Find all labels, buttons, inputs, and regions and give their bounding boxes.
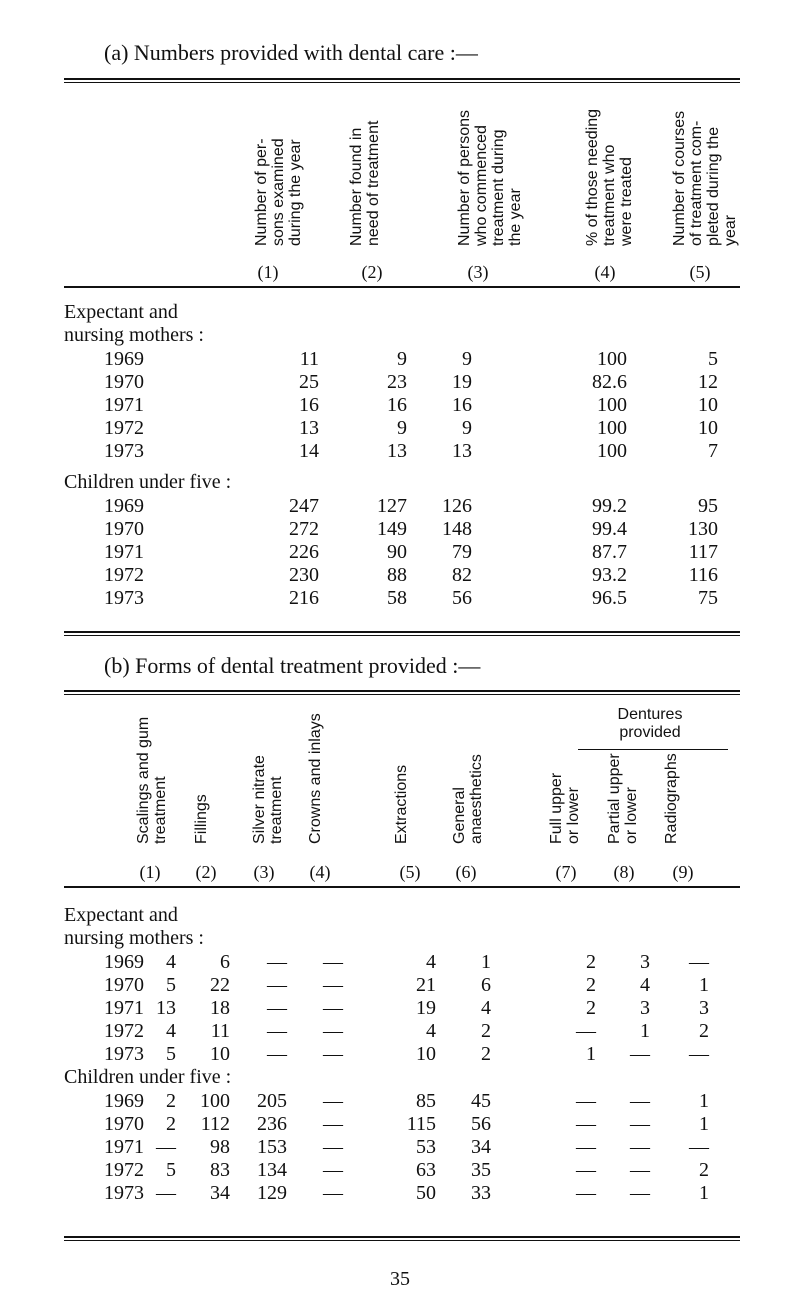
page-number: 35 — [390, 1268, 410, 1290]
dentures-provided-label — [600, 706, 700, 742]
group-label: nursing mothers : — [64, 324, 204, 346]
table-cell: 272 — [289, 518, 319, 540]
column-header-line: Number of persons — [456, 109, 473, 246]
column-header — [348, 121, 382, 246]
table-cell: — — [267, 1020, 287, 1042]
column-header — [663, 753, 680, 844]
table-cell: 112 — [200, 1113, 230, 1135]
row-year: 1970 — [104, 1113, 144, 1135]
table-cell: 13 — [299, 417, 319, 439]
table-cell: 236 — [257, 1113, 287, 1135]
table-cell: — — [630, 1113, 650, 1135]
row-year: 1972 — [104, 564, 144, 586]
row-year: 1969 — [104, 348, 144, 370]
column-header-line: treatment during — [490, 129, 507, 246]
table-row — [0, 440, 800, 466]
table-cell: 3 — [640, 951, 650, 973]
row-year: 1972 — [104, 1020, 144, 1042]
group-label: nursing mothers : — [64, 927, 204, 949]
table-cell: 34 — [210, 1182, 230, 1204]
table-cell: 4 — [426, 951, 436, 973]
table-cell: 79 — [452, 541, 472, 563]
table-cell: 16 — [299, 394, 319, 416]
table-cell: 1 — [586, 1043, 596, 1065]
table-cell: 115 — [406, 1113, 436, 1135]
table-cell: 5 — [166, 1043, 176, 1065]
table-cell: — — [323, 1136, 343, 1158]
table-cell: 134 — [257, 1159, 287, 1181]
row-year: 1973 — [104, 1182, 144, 1204]
table-cell: 9 — [397, 348, 407, 370]
table-cell: 2 — [699, 1159, 709, 1181]
table-cell: 13 — [156, 997, 176, 1019]
row-year: 1971 — [104, 997, 144, 1019]
table-cell: 126 — [442, 495, 472, 517]
table-cell: 11 — [210, 1020, 230, 1042]
table-cell: 116 — [688, 564, 718, 586]
table-cell: 21 — [416, 974, 436, 996]
table-cell: — — [576, 1136, 596, 1158]
table-cell: 4 — [426, 1020, 436, 1042]
table-cell: — — [156, 1136, 176, 1158]
table-cell: 129 — [257, 1182, 287, 1204]
row-year: 1971 — [104, 1136, 144, 1158]
column-header-line: the year — [507, 188, 524, 246]
column-header-line: pleted during the — [705, 126, 722, 246]
table-cell: 247 — [289, 495, 319, 517]
table-cell: 16 — [452, 394, 472, 416]
table-cell: 63 — [416, 1159, 436, 1181]
table-cell: — — [323, 1043, 343, 1065]
section-a-bottom-rule-thin — [64, 635, 740, 636]
table-cell: — — [689, 1043, 709, 1065]
table-cell: 2 — [481, 1020, 491, 1042]
column-number: (3) — [253, 862, 275, 882]
table-cell: 99.4 — [592, 518, 627, 540]
table-cell: 4 — [166, 951, 176, 973]
table-cell: 56 — [471, 1113, 491, 1135]
column-header-line: who commenced — [473, 125, 490, 246]
table-cell: — — [689, 951, 709, 973]
table-cell: 88 — [387, 564, 407, 586]
column-header — [548, 773, 582, 844]
row-year: 1970 — [104, 518, 144, 540]
column-header-line: Partial upper — [606, 753, 623, 844]
table-cell: — — [267, 974, 287, 996]
section-b-top-rule — [64, 690, 740, 692]
row-year: 1971 — [104, 394, 144, 416]
column-number: (5) — [399, 862, 421, 882]
table-cell: — — [267, 1043, 287, 1065]
section-a-title: (a) Numbers provided with dental care :— — [104, 40, 478, 65]
column-header-line: Radiographs — [663, 753, 680, 844]
table-cell: 2 — [586, 974, 596, 996]
table-cell: — — [323, 1020, 343, 1042]
table-cell: — — [576, 1090, 596, 1112]
column-header-line: of treatment com- — [688, 120, 705, 246]
table-cell: — — [323, 1182, 343, 1204]
table-cell: 2 — [699, 1020, 709, 1042]
table-row — [0, 1182, 800, 1208]
table-cell: 1 — [699, 974, 709, 996]
table-cell: 1 — [640, 1020, 650, 1042]
table-cell: 6 — [481, 974, 491, 996]
column-header — [193, 794, 210, 844]
column-header-line: % of those needing — [584, 109, 601, 246]
column-header — [253, 138, 304, 246]
dentures-rule — [578, 749, 728, 750]
table-cell: — — [323, 951, 343, 973]
column-header-line: Silver nitrate — [251, 755, 268, 844]
table-cell: — — [156, 1182, 176, 1204]
row-year: 1971 — [104, 541, 144, 563]
section-a-bottom-rule — [64, 631, 740, 633]
group-label: Children under five : — [64, 1066, 232, 1088]
column-number: (8) — [613, 862, 635, 882]
table-cell: 6 — [220, 951, 230, 973]
table-cell: 216 — [289, 587, 319, 609]
column-header-line: treatment — [268, 776, 285, 844]
column-header-line: Scalings and gum — [135, 716, 152, 844]
table-cell: 5 — [166, 974, 176, 996]
table-cell: 50 — [416, 1182, 436, 1204]
table-cell: 5 — [166, 1159, 176, 1181]
table-cell: 10 — [416, 1043, 436, 1065]
table-cell: — — [576, 1113, 596, 1135]
table-cell: — — [267, 951, 287, 973]
column-number: (2) — [195, 862, 217, 882]
column-number: (1) — [257, 262, 279, 282]
table-cell: 1 — [481, 951, 491, 973]
table-cell: 130 — [688, 518, 718, 540]
section-b-header-rule — [64, 886, 740, 888]
table-cell: 149 — [377, 518, 407, 540]
table-cell: 3 — [640, 997, 650, 1019]
table-cell: — — [630, 1182, 650, 1204]
table-cell: 117 — [688, 541, 718, 563]
table-cell: 4 — [640, 974, 650, 996]
column-number: (6) — [455, 862, 477, 882]
table-cell: 2 — [586, 951, 596, 973]
group-label: Children under five : — [64, 471, 232, 493]
section-b-top-rule-thin — [64, 694, 740, 695]
table-cell: 127 — [377, 495, 407, 517]
section-a-top-rule-thin — [64, 82, 740, 83]
column-header-line: treatment — [152, 776, 169, 844]
column-number: (2) — [361, 262, 383, 282]
table-cell: 18 — [210, 997, 230, 1019]
table-cell: 33 — [471, 1182, 491, 1204]
column-header-line: were treated — [618, 157, 635, 246]
column-header — [451, 754, 485, 844]
section-b-bottom-rule-thin — [64, 1240, 740, 1241]
table-cell: 7 — [708, 440, 718, 462]
table-cell: 11 — [299, 348, 319, 370]
table-cell: — — [576, 1020, 596, 1042]
table-cell: — — [323, 974, 343, 996]
column-header-line: Extractions — [393, 764, 410, 844]
column-header — [393, 765, 410, 844]
table-cell: 13 — [452, 440, 472, 462]
table-cell: — — [630, 1043, 650, 1065]
table-cell: 53 — [416, 1136, 436, 1158]
column-header-line: Number of courses — [671, 110, 688, 246]
section-a-header-rule — [64, 286, 740, 288]
column-number: (4) — [594, 262, 616, 282]
table-cell: 5 — [708, 348, 718, 370]
table-cell: 56 — [452, 587, 472, 609]
group-label: Expectant and — [64, 904, 178, 926]
table-cell: 87.7 — [592, 541, 627, 563]
table-cell: 1 — [699, 1113, 709, 1135]
table-cell: 9 — [397, 417, 407, 439]
row-year: 1969 — [104, 951, 144, 973]
row-year: 1969 — [104, 495, 144, 517]
table-cell: 45 — [471, 1090, 491, 1112]
dentures-label-line-2: provided — [619, 724, 681, 741]
column-number: (3) — [467, 262, 489, 282]
table-cell: 4 — [481, 997, 491, 1019]
table-cell: — — [323, 1159, 343, 1181]
table-cell: 83 — [210, 1159, 230, 1181]
table-cell: 19 — [416, 997, 436, 1019]
table-cell: 99.2 — [592, 495, 627, 517]
table-cell: 100 — [597, 394, 627, 416]
column-header — [671, 111, 739, 246]
column-number: (9) — [672, 862, 694, 882]
table-cell: — — [576, 1159, 596, 1181]
table-cell: — — [689, 1136, 709, 1158]
table-cell: 3 — [699, 997, 709, 1019]
column-header-line: General — [451, 787, 468, 844]
table-cell: — — [630, 1136, 650, 1158]
table-cell: 2 — [166, 1113, 176, 1135]
table-cell: 1 — [699, 1182, 709, 1204]
column-header — [584, 109, 635, 246]
section-a-top-rule — [64, 78, 740, 80]
table-cell: 93.2 — [592, 564, 627, 586]
column-header — [251, 755, 285, 844]
table-cell: 205 — [257, 1090, 287, 1112]
table-cell: 16 — [387, 394, 407, 416]
row-year: 1970 — [104, 371, 144, 393]
table-cell: 1 — [699, 1090, 709, 1112]
table-cell: — — [267, 997, 287, 1019]
column-number: (4) — [309, 862, 331, 882]
row-year: 1973 — [104, 1043, 144, 1065]
table-cell: 23 — [387, 371, 407, 393]
column-header-line: year — [722, 214, 739, 246]
table-cell: 2 — [586, 997, 596, 1019]
row-year: 1973 — [104, 587, 144, 609]
table-cell: 98 — [210, 1136, 230, 1158]
table-cell: 100 — [597, 417, 627, 439]
table-cell: 2 — [481, 1043, 491, 1065]
table-cell: 58 — [387, 587, 407, 609]
section-b-title: (b) Forms of dental treatment provided :— — [104, 653, 481, 678]
table-cell: 75 — [698, 587, 718, 609]
table-cell: 13 — [387, 440, 407, 462]
column-header — [606, 753, 640, 844]
table-cell: 34 — [471, 1136, 491, 1158]
row-year: 1972 — [104, 1159, 144, 1181]
table-cell: 25 — [299, 371, 319, 393]
column-header-line: or lower — [623, 787, 640, 844]
table-cell: 100 — [200, 1090, 230, 1112]
table-cell: 100 — [597, 348, 627, 370]
table-cell: 90 — [387, 541, 407, 563]
column-header — [135, 717, 169, 844]
table-cell: 226 — [289, 541, 319, 563]
table-cell: 230 — [289, 564, 319, 586]
column-header-line: treatment who — [601, 144, 618, 246]
column-number: (5) — [689, 262, 711, 282]
table-cell: 148 — [442, 518, 472, 540]
column-header-line: during the year — [287, 139, 304, 246]
column-header-line: anaesthetics — [468, 754, 485, 844]
table-cell: 14 — [299, 440, 319, 462]
table-cell: 4 — [166, 1020, 176, 1042]
table-cell: 10 — [210, 1043, 230, 1065]
table-row — [0, 587, 800, 613]
row-year: 1970 — [104, 974, 144, 996]
table-cell: 9 — [462, 417, 472, 439]
table-cell: 96.5 — [592, 587, 627, 609]
table-cell: 19 — [452, 371, 472, 393]
table-cell: 12 — [698, 371, 718, 393]
column-number: (1) — [139, 862, 161, 882]
table-cell: — — [576, 1182, 596, 1204]
column-header-line: Fillings — [193, 794, 210, 844]
table-cell: — — [323, 1113, 343, 1135]
table-cell: 82 — [452, 564, 472, 586]
row-year: 1973 — [104, 440, 144, 462]
section-b-bottom-rule — [64, 1236, 740, 1238]
table-cell: — — [323, 1090, 343, 1112]
table-cell: — — [323, 997, 343, 1019]
table-cell: 95 — [698, 495, 718, 517]
row-year: 1969 — [104, 1090, 144, 1112]
table-cell: 85 — [416, 1090, 436, 1112]
column-header-line: Number of per- — [253, 138, 270, 246]
column-header-line: or lower — [565, 787, 582, 844]
table-cell: 22 — [210, 974, 230, 996]
table-cell: — — [630, 1090, 650, 1112]
column-header-line: Full upper — [548, 772, 565, 844]
table-cell: 82.6 — [592, 371, 627, 393]
column-header-line: need of treatment — [365, 120, 382, 246]
dentures-label-line-1: Dentures — [617, 706, 683, 723]
row-year: 1972 — [104, 417, 144, 439]
table-cell: 153 — [257, 1136, 287, 1158]
column-header — [307, 713, 324, 844]
group-label: Expectant and — [64, 301, 178, 323]
column-header-line: Number found in — [348, 127, 365, 246]
column-header-line: sons examined — [270, 138, 287, 246]
column-header — [456, 110, 524, 246]
table-cell: 2 — [166, 1090, 176, 1112]
column-header-line: Crowns and inlays — [307, 713, 324, 844]
table-cell: 100 — [597, 440, 627, 462]
table-cell: 9 — [462, 348, 472, 370]
column-number: (7) — [555, 862, 577, 882]
table-cell: 10 — [698, 417, 718, 439]
table-cell: — — [630, 1159, 650, 1181]
table-cell: 10 — [698, 394, 718, 416]
table-cell: 35 — [471, 1159, 491, 1181]
